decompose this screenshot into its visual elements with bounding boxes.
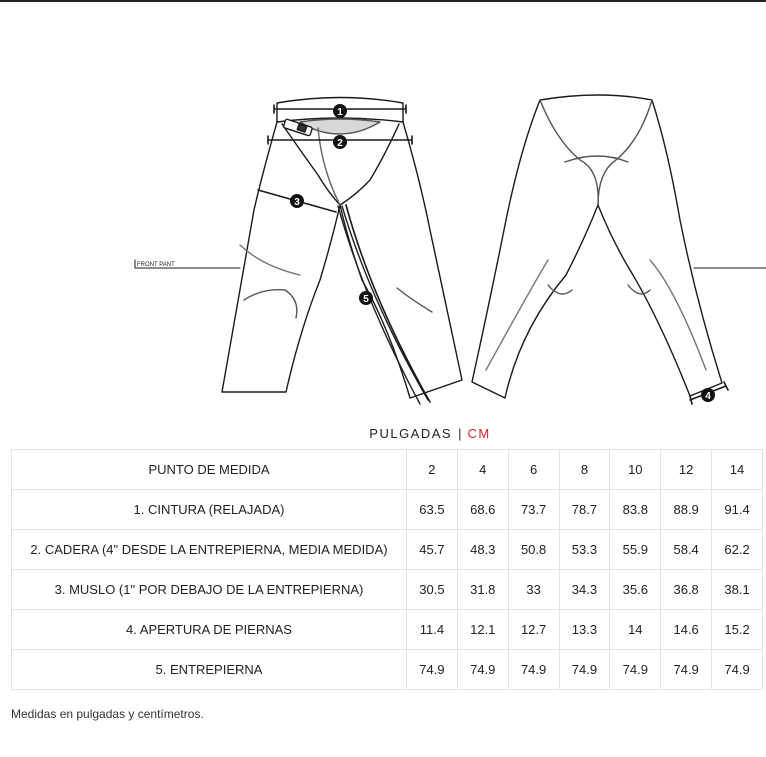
marker-5-label: 5 <box>363 294 369 305</box>
cell-value: 73.7 <box>508 490 559 530</box>
header-size: 8 <box>559 450 610 490</box>
cell-value: 13.3 <box>559 610 610 650</box>
front-pant-label: FRONT PANT <box>137 262 175 268</box>
cell-value: 91.4 <box>712 490 763 530</box>
header-size: 12 <box>661 450 712 490</box>
header-measurement-point: PUNTO DE MEDIDA <box>12 450 407 490</box>
cell-value: 38.1 <box>712 570 763 610</box>
cell-value: 88.9 <box>661 490 712 530</box>
table-row <box>12 530 763 570</box>
cell-value: 30.5 <box>407 570 458 610</box>
table-row <box>12 650 763 690</box>
cell-value: 74.9 <box>508 650 559 690</box>
cell-value: 83.8 <box>610 490 661 530</box>
cell-value: 55.9 <box>610 530 661 570</box>
cell-value: 63.5 <box>407 490 458 530</box>
cell-value: 12.1 <box>457 610 508 650</box>
cell-value: 53.3 <box>559 530 610 570</box>
size-chart-table <box>11 449 763 690</box>
header-size: 14 <box>712 450 763 490</box>
row-label: 1. CINTURA (RELAJADA) <box>12 490 407 530</box>
table-header-row <box>12 450 763 490</box>
unit-toggle <box>0 426 766 441</box>
cell-value: 48.3 <box>457 530 508 570</box>
cell-value: 12.7 <box>508 610 559 650</box>
cell-value: 74.9 <box>661 650 712 690</box>
row-label: 5. ENTREPIERNA <box>12 650 407 690</box>
cell-value: 34.3 <box>559 570 610 610</box>
cell-value: 11.4 <box>407 610 458 650</box>
unit-inches-option[interactable]: PULGADAS <box>369 426 453 441</box>
header-size: 10 <box>610 450 661 490</box>
cell-value: 36.8 <box>661 570 712 610</box>
cell-value: 78.7 <box>559 490 610 530</box>
cell-value: 74.9 <box>712 650 763 690</box>
measurement-note: Medidas en pulgadas y centímetros. <box>11 707 204 721</box>
marker-1 <box>333 104 347 118</box>
cell-value: 33 <box>508 570 559 610</box>
unit-separator: | <box>458 426 462 441</box>
header-size: 6 <box>508 450 559 490</box>
cell-value: 15.2 <box>712 610 763 650</box>
header-size: 4 <box>457 450 508 490</box>
row-label: 2. CADERA (4" DESDE LA ENTREPIERNA, MEDIA MEDIDA) <box>12 530 407 570</box>
cell-value: 68.6 <box>457 490 508 530</box>
cell-value: 14 <box>610 610 661 650</box>
cell-value: 31.8 <box>457 570 508 610</box>
row-label: 4. APERTURA DE PIERNAS <box>12 610 407 650</box>
cell-value: 74.9 <box>457 650 508 690</box>
header-size: 2 <box>407 450 458 490</box>
cell-value: 74.9 <box>610 650 661 690</box>
cell-value: 50.8 <box>508 530 559 570</box>
cell-value: 14.6 <box>661 610 712 650</box>
table-row <box>12 570 763 610</box>
cell-value: 74.9 <box>407 650 458 690</box>
marker-2-label: 2 <box>337 138 343 149</box>
cell-value: 45.7 <box>407 530 458 570</box>
marker-3 <box>290 194 304 208</box>
table-row <box>12 610 763 650</box>
table-row <box>12 490 763 530</box>
cell-value: 62.2 <box>712 530 763 570</box>
front-pant-drawing <box>135 98 462 405</box>
unit-cm-option[interactable]: CM <box>467 426 491 441</box>
marker-3-label: 3 <box>294 197 300 208</box>
marker-5 <box>359 291 373 305</box>
marker-1-label: 1 <box>337 107 343 118</box>
cell-value: 74.9 <box>559 650 610 690</box>
marker-2 <box>333 135 347 149</box>
marker-4 <box>701 388 715 402</box>
marker-4-label: 4 <box>705 391 711 402</box>
row-label: 3. MUSLO (1" POR DEBAJO DE LA ENTREPIERNA) <box>12 570 407 610</box>
cell-value: 58.4 <box>661 530 712 570</box>
back-pant-drawing <box>472 95 766 404</box>
cell-value: 35.6 <box>610 570 661 610</box>
